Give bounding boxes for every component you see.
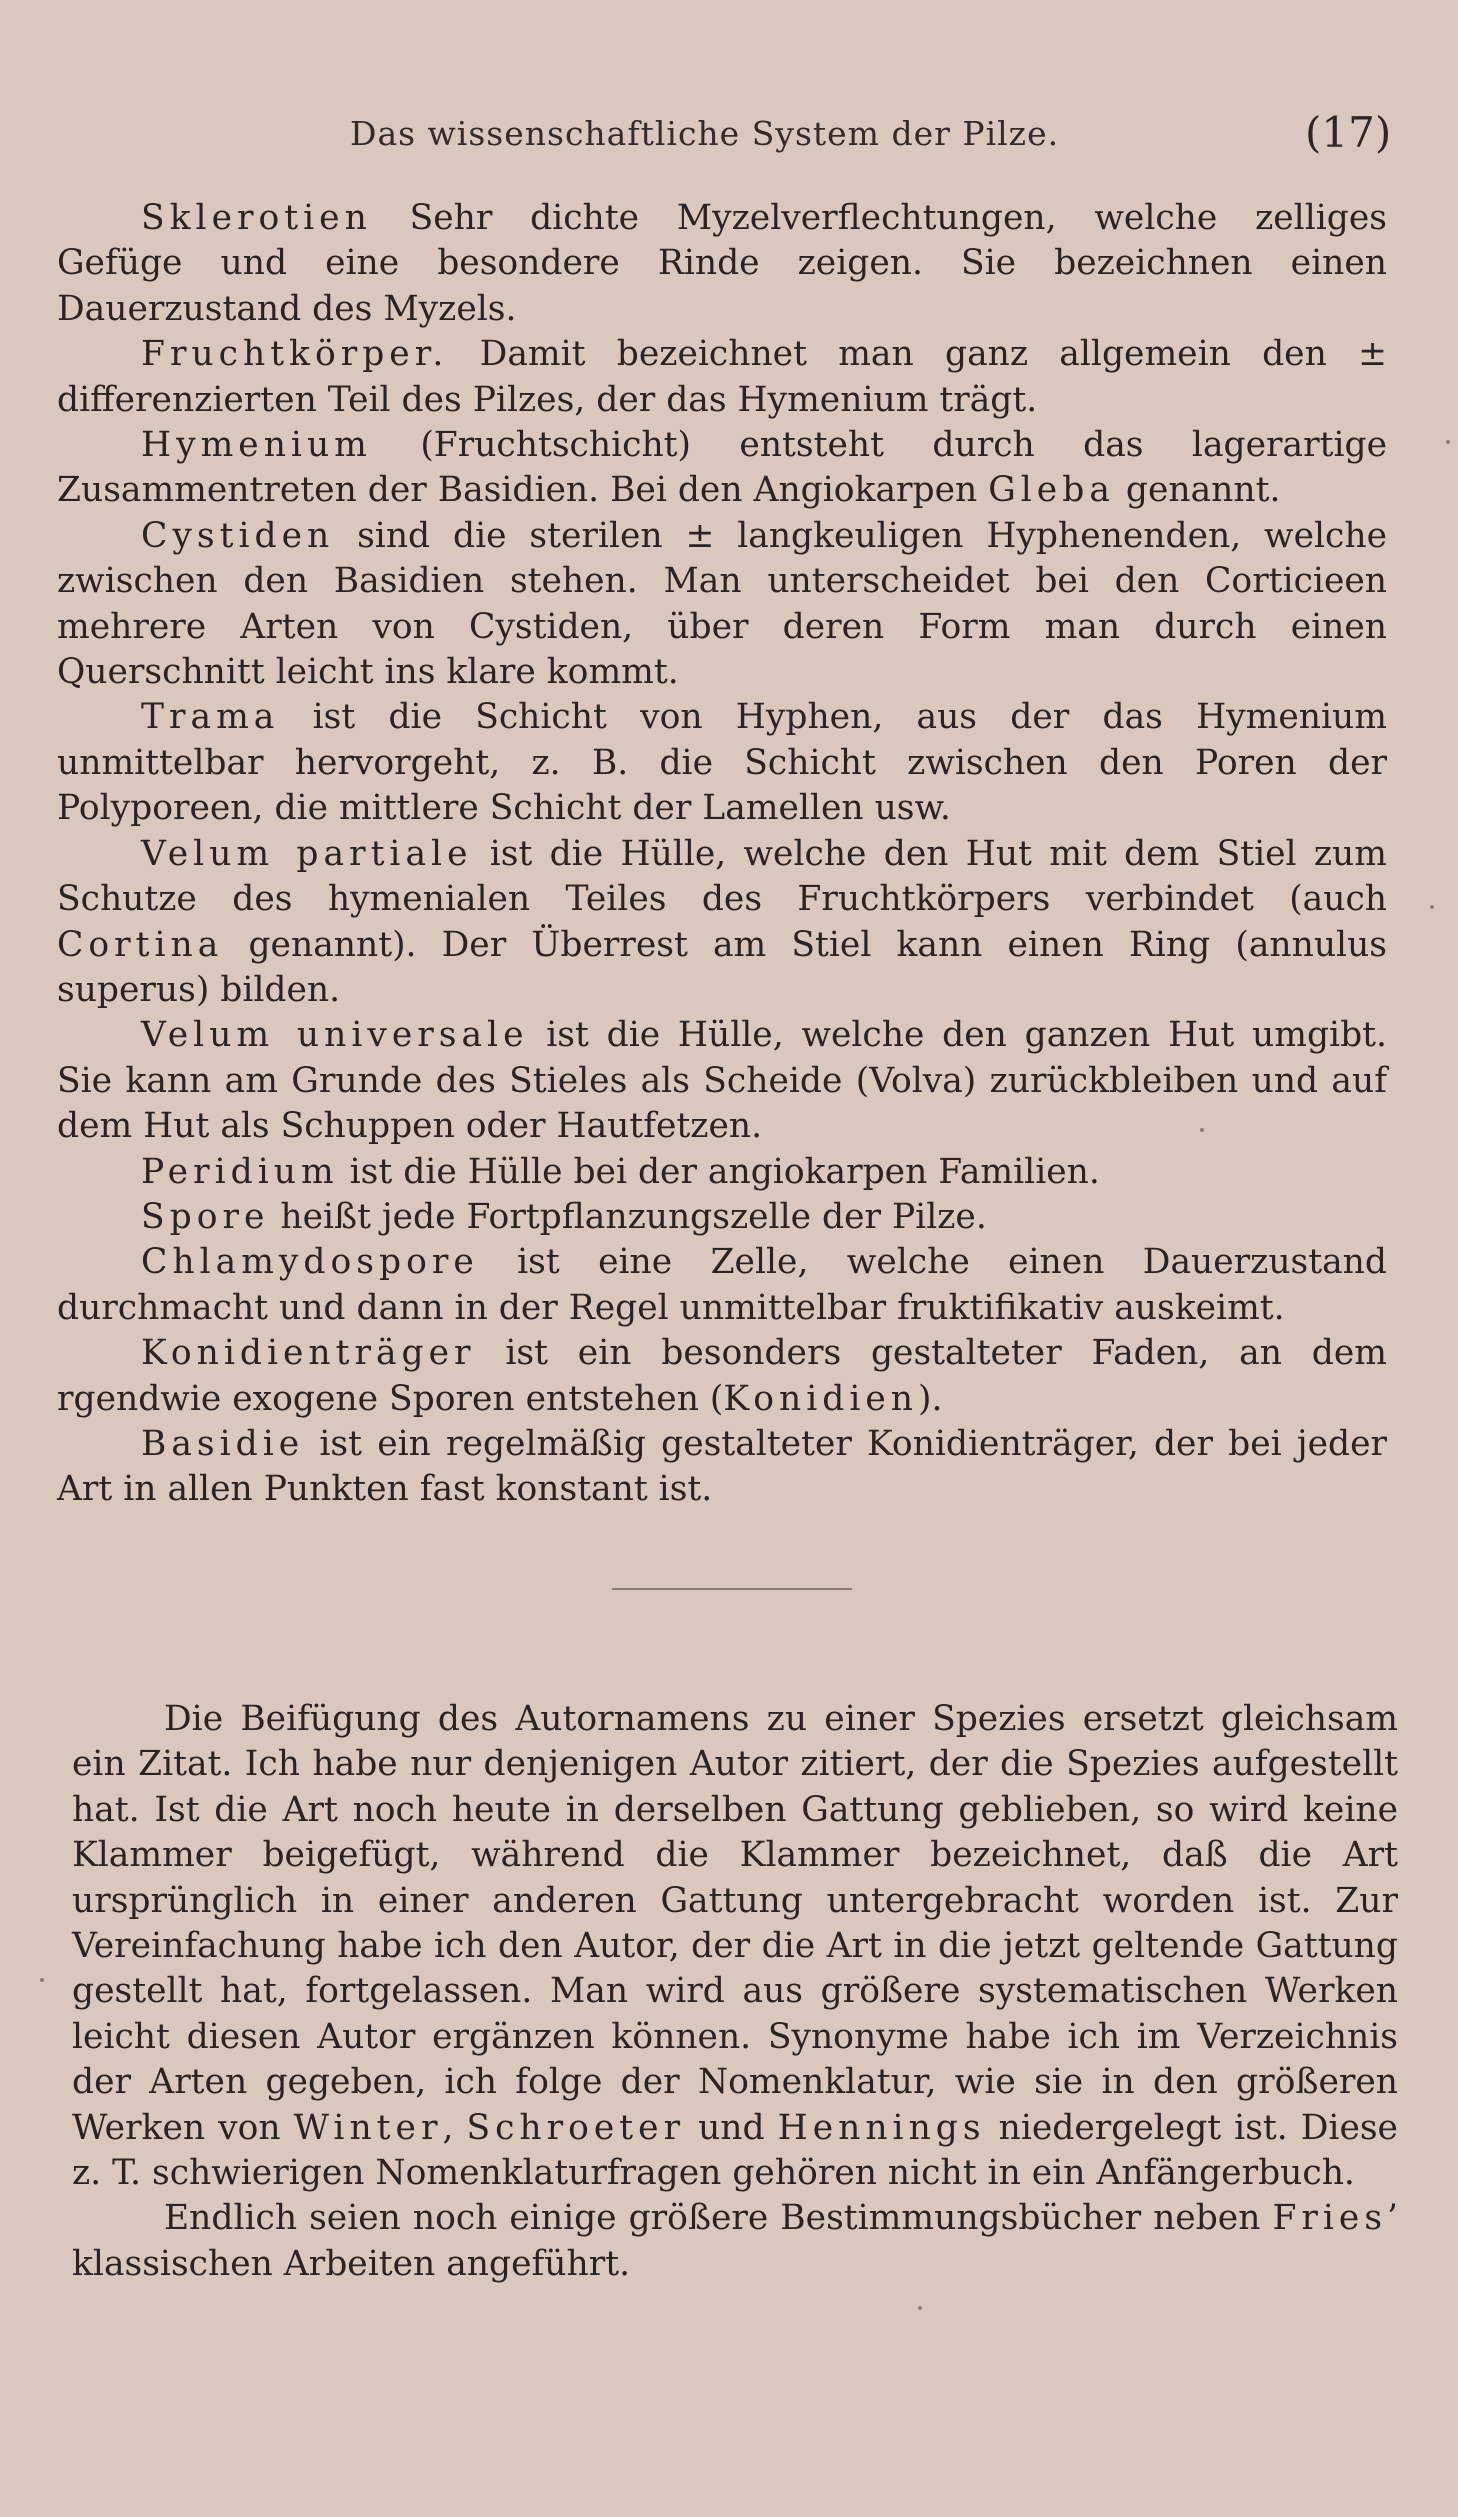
definition-paragraph xyxy=(57,1013,1387,1149)
definition-term-secondary: Cortina xyxy=(57,924,224,965)
definition-paragraph xyxy=(57,1195,1387,1240)
note-text: ’ klassischen Arbeiten angeführt. xyxy=(72,2198,1398,2284)
running-head: Das wissenschaftliche System der Pilze. xyxy=(350,114,1060,153)
author-name: Hennings xyxy=(777,2107,986,2148)
definition-term: Velum partiale xyxy=(141,833,473,874)
paper-speck xyxy=(1446,440,1450,444)
definition-term: Trama xyxy=(141,697,280,738)
definition-paragraph xyxy=(57,1331,1387,1422)
definition-term: Fruchtkörper. xyxy=(141,334,449,375)
definition-paragraph xyxy=(57,1422,1387,1513)
definition-text: ist die Hülle, welche den ganzen Hut umgibt. Sie kann am Grunde des Stieles als Scheide (Volva) zurückbleiben und auf dem Hut als Schuppen oder Hautfetzen. xyxy=(57,1015,1387,1147)
author-note-section xyxy=(72,1697,1398,2287)
definition-term-secondary: Gleba xyxy=(988,470,1115,511)
paper-speck xyxy=(1430,905,1434,909)
author-name: Fries xyxy=(1272,2198,1388,2239)
definition-text: ist eine Zelle, welche einen Dauerzustand durchmacht und dann in der Regel unmittelbar fruktifikativ auskeimt. xyxy=(57,1242,1387,1328)
definition-term-secondary: Konidien xyxy=(723,1378,918,1419)
note-text: niedergelegt ist. Diese z. T. schwierigen Nomenklaturfragen gehören nicht in ein Anfängerbuch. xyxy=(72,2107,1398,2194)
definition-term: Velum universale xyxy=(141,1015,529,1056)
definition-term: Hymenium xyxy=(141,425,372,466)
paper-speck xyxy=(40,1978,44,1982)
note-paragraph xyxy=(72,2196,1398,2287)
note-text: Endlich seien noch einige größere Bestimmungsbücher neben xyxy=(164,2198,1273,2239)
definition-text: genannt. xyxy=(1114,470,1281,511)
definition-paragraph xyxy=(57,1240,1387,1331)
author-name: Schroeter xyxy=(466,2107,686,2148)
paper-speck xyxy=(1200,1128,1204,1132)
definition-term: Peridium xyxy=(141,1151,339,1192)
definition-paragraph xyxy=(57,423,1387,514)
definition-text: genannt). Der Überrest am Stiel kann einen Ring (annulus superus) bilden. xyxy=(57,924,1387,1010)
definition-term: Cystiden xyxy=(141,515,335,556)
note-text: , xyxy=(442,2107,467,2148)
definition-text: heißt jede Fortpflanzungszelle der Pilze. xyxy=(269,1196,987,1237)
definition-text: sind die sterilen ± langkeuligen Hyphenenden, welche zwischen den Basidien stehen. Man unterscheidet bei den Corticieen mehrere Arten von Cystiden, über deren Form man durch einen Querschnitt leicht ins klare kommt. xyxy=(57,515,1387,693)
definitions-section xyxy=(57,196,1387,1513)
note-text: Die Beifügung des Autornamens zu einer Spezies ersetzt gleichsam ein Zitat. Ich habe nur denjenigen Autor zitiert, der die Spezies aufgestellt hat. Ist die Art noch heute in derselben Gattung geblieben, so wird keine Klammer beigefügt, während die Klammer bezeichnet, daß die Art ursprünglich in einer anderen Gattung untergebracht worden ist. Zur Vereinfachung habe ich den Autor, der die Art in die jetzt geltende Gattung gestellt hat, fortgelassen. Man wird aus größere systematischen Werken leicht diesen Autor ergänzen können. Synonyme habe ich im Verzeichnis der Arten gegeben, ich folge der Nomenklatur, wie sie in den größeren Werken von xyxy=(72,1699,1398,2148)
definition-paragraph xyxy=(57,832,1387,1014)
definition-paragraph xyxy=(57,1150,1387,1195)
definition-paragraph xyxy=(57,196,1387,332)
page-number: (17) xyxy=(1305,108,1392,157)
definition-text: ist die Hülle, welche den Hut mit dem Stiel zum Schutze des hymenialen Teiles des Fruchtkörpers verbindet (auch xyxy=(57,833,1387,920)
note-paragraph xyxy=(72,1697,1398,2196)
definition-text: ist ein besonders gestalteter Faden, an dem rgendwie exogene Sporen entstehen ( xyxy=(57,1333,1387,1419)
definition-paragraph xyxy=(57,332,1387,423)
definition-text: Damit bezeichnet man ganz allgemein den ± differenzierten Teil des Pilzes, der das Hymenium trägt. xyxy=(57,334,1387,420)
author-name: Winter xyxy=(293,2107,443,2148)
definition-term: Chlamydospore xyxy=(141,1242,479,1283)
definition-text: Sehr dichte Myzelverflechtungen, welche zelliges Gefüge und eine besondere Rinde zeigen. Sie bezeichnen einen Dauerzustand des Myzels. xyxy=(57,198,1387,329)
definition-term: Spore xyxy=(141,1196,270,1237)
definition-text: ist die Schicht von Hyphen, aus der das Hymenium unmittelbar hervorgeht, z. B. die Schicht zwischen den Poren der Polyporeen, die mittlere Schicht der Lamellen usw. xyxy=(57,697,1387,829)
page-header xyxy=(60,108,1400,168)
note-text: und xyxy=(685,2107,778,2148)
section-divider xyxy=(612,1588,852,1590)
definition-term: Basidie xyxy=(141,1423,305,1464)
definition-paragraph xyxy=(57,695,1387,831)
definition-term: Sklerotien xyxy=(141,198,372,238)
definition-text: ). xyxy=(918,1378,943,1419)
definition-text: ist ein regelmäßig gestalteter Konidienträger, der bei jeder Art in allen Punkten fast konstant ist. xyxy=(57,1423,1387,1510)
definition-text: ist die Hülle bei der angiokarpen Familien. xyxy=(338,1151,1100,1192)
definition-term: Konidienträger xyxy=(141,1333,476,1374)
paper-speck xyxy=(918,2306,922,2310)
definition-paragraph xyxy=(57,514,1387,696)
definition-text: (Fruchtschicht) entsteht durch das lagerartige Zusammentreten der Basidien. Bei den Angiokarpen xyxy=(57,425,1387,511)
